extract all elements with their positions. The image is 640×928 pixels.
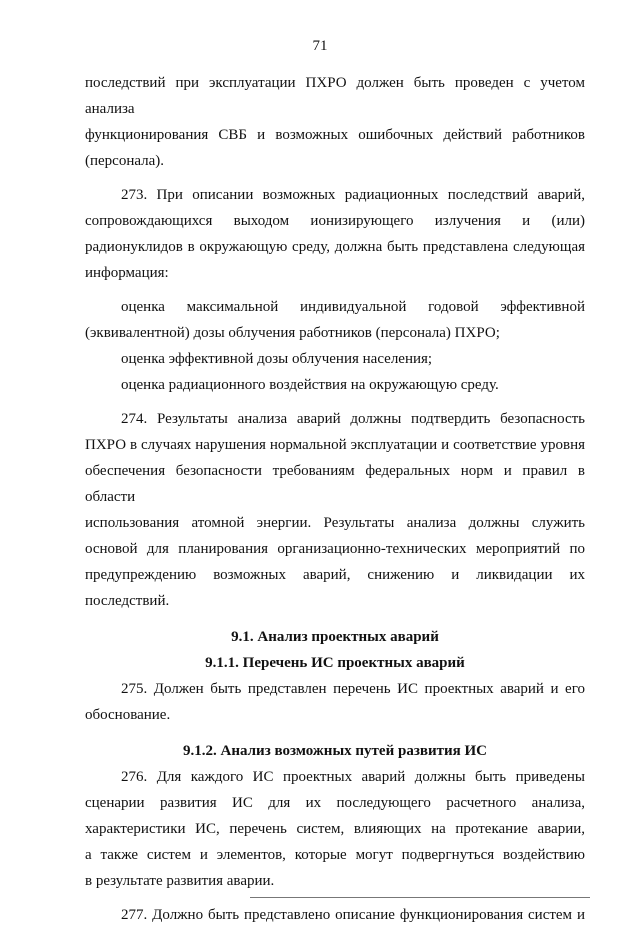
paragraph-277 (85, 902, 585, 928)
text-line: использования атомной энергии. Результаты анализа должны служить (85, 515, 585, 531)
text-line: 274. Результаты анализа аварий должны подтвердить безопасность (121, 411, 585, 427)
text-line: 273. При описании возможных радиационных последствий аварий, (121, 187, 585, 203)
document-body (85, 70, 585, 928)
list-item (85, 294, 585, 346)
text-line: оценка эффективной дозы облучения населения; (121, 351, 433, 367)
bullet-list (85, 294, 585, 398)
text-line: оценка максимальной индивидуальной годовой эффективной (121, 299, 585, 315)
section-heading-9-1-1: 9.1.1. Перечень ИС проектных аварий (205, 655, 465, 671)
paragraph-273 (85, 182, 585, 286)
text-line: сопровождающихся выходом ионизирующего излучения и (или) (85, 213, 585, 229)
section-heading-9-1-2: 9.1.2. Анализ возможных путей развития ИС (183, 743, 487, 759)
text-line: последствий. (85, 593, 170, 609)
list-item (85, 346, 585, 372)
text-line: радионуклидов в окружающую среду, должна быть представлена следующая (85, 239, 585, 255)
text-line: (эквивалентной) дозы облучения работников (персонала) ПХРО; (85, 325, 500, 341)
text-line: сценарии развития ИС для их последующего расчетного анализа, (85, 795, 585, 811)
paragraph-275 (85, 676, 585, 728)
paragraph-276 (85, 764, 585, 894)
text-line: основой для планирования организационно-технических мероприятий по (85, 541, 585, 557)
list-item (85, 372, 585, 398)
text-line: ПХРО в случаях нарушения нормальной эксплуатации и соответствие уровня (85, 437, 585, 453)
text-line: 277. Должно быть представлено описание функционирования систем и (121, 907, 585, 923)
section-heading-9-1: 9.1. Анализ проектных аварий (231, 629, 439, 645)
text-line: 276. Для каждого ИС проектных аварий должны быть приведены (121, 769, 585, 785)
page-number: 71 (312, 38, 328, 54)
text-line: (персонала). (85, 153, 165, 169)
text-line: обеспечения безопасности требованиям федеральных норм и правил в области (85, 463, 585, 505)
text-line: обоснование. (85, 707, 171, 723)
paragraph-274 (85, 406, 585, 614)
text-line: информация: (85, 265, 169, 281)
text-line: в результате развития аварии. (85, 873, 275, 889)
paragraph-continuation (85, 70, 585, 174)
text-line: а также систем и элементов, которые могут подвергнуться воздействию (85, 847, 585, 863)
text-line: 275. Должен быть представлен перечень ИС проектных аварий и его (121, 681, 585, 697)
text-line: последствий при эксплуатации ПХРО должен быть проведен с учетом анализа (85, 75, 585, 117)
text-line: предупреждению возможных аварий, снижению и ликвидации их (85, 567, 585, 583)
text-line: функционирования СВБ и возможных ошибочных действий работников (85, 127, 585, 143)
text-line: характеристики ИС, перечень систем, влияющих на протекание аварии, (85, 821, 585, 837)
scan-edge-line (250, 897, 590, 898)
text-line: оценка радиационного воздействия на окружающую среду. (121, 377, 499, 393)
